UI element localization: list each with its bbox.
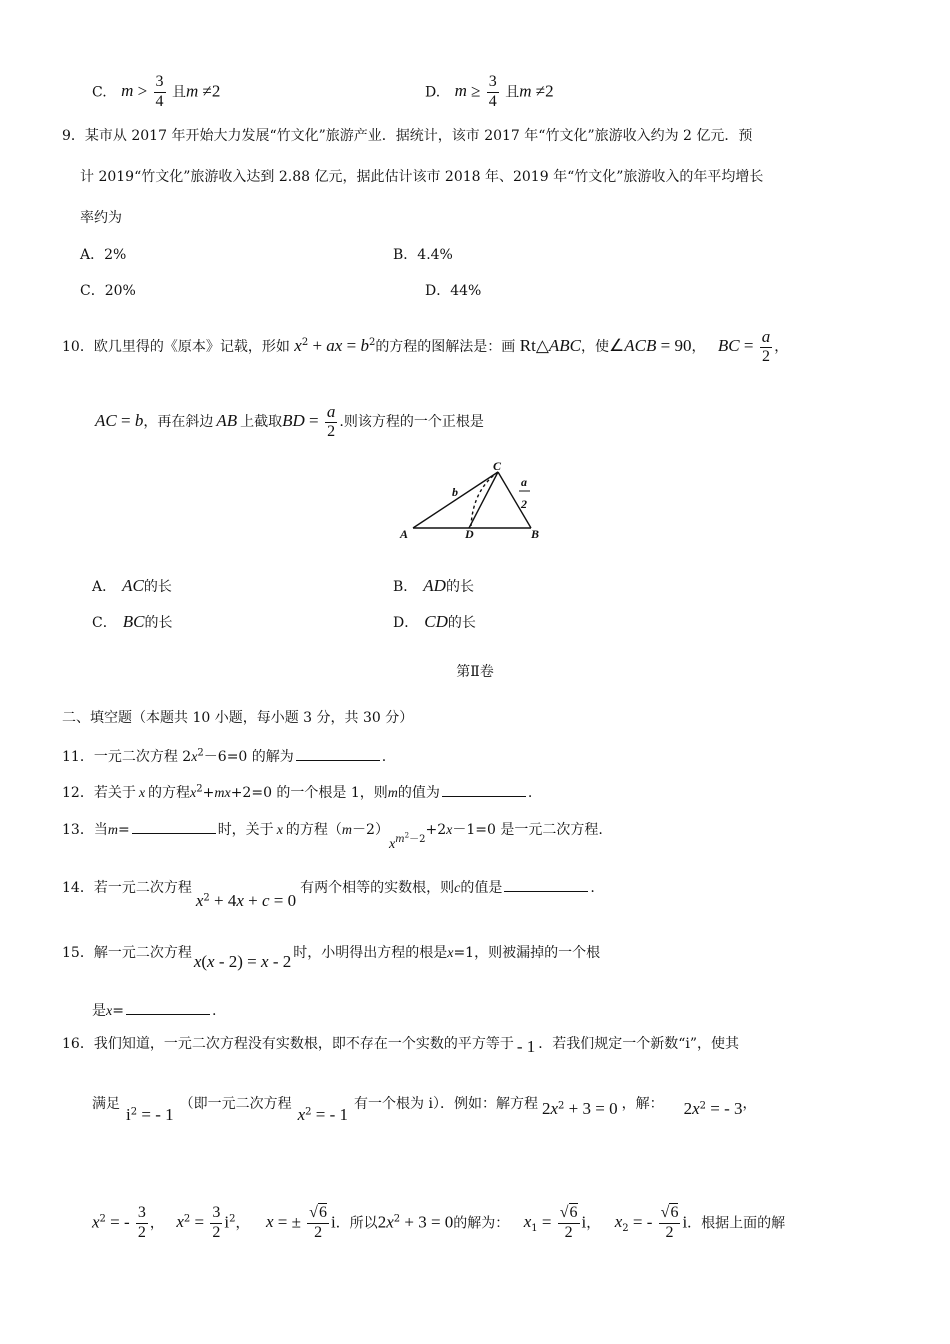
condition-text: 且: [505, 84, 520, 101]
answer-blank[interactable]: [442, 782, 526, 797]
q10-option-a: A． AC的长: [92, 576, 172, 595]
q10-option-b: B． AD的长: [393, 576, 474, 595]
q16-line3: $x^2$ = - $\frac{3}{2}$ ， $x^2$ = $\frac{3}{2}$ $i^2$， x = ± $\frac{√6}{2}$ i．所以$2x^2 + 3 = 0$的解为： $x_1$ = $\frac{√6}{2}$ i， $x_2$ = - $\frac{√6}{2}$ i．根据上面的解: [92, 1204, 786, 1241]
fraction: $\frac{3}{4}$: [488, 73, 497, 110]
question-text: 某市从 2017 年开始大力发展“竹文化”旅游产业．据统计，该市 2017 年“竹文化”旅游收入约为 2 亿元．预: [84, 128, 753, 144]
q10-option-c: C． BC的长: [92, 612, 173, 631]
q9-option-a: A．2%: [80, 247, 127, 263]
q9-line3: 率约为: [80, 210, 122, 226]
q9-option-c: C．20%: [80, 283, 136, 299]
question-number: 10．: [62, 338, 94, 355]
q10-option-d: D． CD的长: [393, 612, 476, 631]
vertex-a-label: A: [400, 527, 409, 541]
q10-line2: AC = b，再在斜边 AB 上截取BD = $\frac{a}{2}$ .则该方程的一个正根是: [95, 402, 484, 440]
q16-line1: 16．我们知道，一元二次方程没有实数根，即不存在一个实数的平方等于 - 1 ．若我们规定一个新数“i”，使其: [62, 1036, 740, 1056]
q8-option-d: D. m ≥ $\frac{3}{4}$ 且m ≠2: [425, 73, 554, 110]
q15-line1: 15．解一元二次方程 x(x - 2) = x - 2 时，小明得出方程的根是x=1，则被漏掉的一个根: [62, 945, 601, 971]
q16-line2: 满足$i^2$ = - 1（即一元二次方程$x^2$ = - 1有一个根为 i）．例如：解方程 $2x^2 + 3 = 0$ ，解： $2x^2$ = - 3，: [92, 1096, 757, 1124]
q11: 11．一元二次方程 $2x^2-6=0$ 的解为 .: [62, 747, 387, 765]
answer-blank[interactable]: [296, 746, 380, 761]
q9-option-b: B．4.4%: [393, 247, 453, 263]
option-label: C.: [92, 84, 107, 101]
fraction: $\frac{3}{4}$: [155, 73, 164, 110]
triangle-figure: [395, 460, 555, 545]
q14: 14．若一元二次方程$x^2 + 4x + c = 0$有两个相等的实数根，则c的值是 .: [62, 877, 595, 898]
condition-text: 且: [171, 84, 186, 101]
q9-line1: [62, 128, 752, 145]
option-label: D.: [425, 84, 441, 101]
q9-line2: 计 2019“竹文化”旅游收入达到 2.88 亿元，据此估计该市 2018 年、2019 年“竹文化”旅游收入的年平均增长: [80, 169, 764, 185]
side-a-label: a: [521, 475, 527, 489]
part-title: 第Ⅱ卷: [456, 664, 494, 680]
answer-blank[interactable]: [126, 1000, 210, 1015]
q8-option-c: C. m > $\frac{3}{4}$ 且m ≠2: [92, 73, 221, 110]
section-heading: 二、填空题（本题共 10 小题，每小题 3 分，共 30 分）: [62, 710, 414, 726]
q12: 12．若关于 x 的方程$x^2+mx+2=0$ 的一个根是 1，则m的值为 .: [62, 783, 533, 801]
question-number: 9．: [62, 128, 85, 144]
vertex-b-label: B: [531, 527, 540, 541]
side-2-label: 2: [521, 497, 527, 511]
q15-line2: 是x= .: [92, 1000, 216, 1021]
answer-blank[interactable]: [504, 877, 588, 892]
q13: 13．当m= 时，关于 x 的方程$(m-2)x^{m^2-2}+2x-1=0$ 是一元二次方程.: [62, 818, 603, 840]
point-d-label: D: [465, 527, 474, 541]
side-b-label: b: [452, 485, 458, 499]
vertex-c-label: C: [493, 460, 502, 473]
q9-option-d: D．44%: [425, 283, 482, 299]
q10-line1: 10．欧几里得的《原本》记载，形如 $x^2$ + ax = $b^2$的方程的图解法是：画 Rt△ABC，使∠ACB = 90， BC = $\frac{a}{2}$ ，: [62, 327, 789, 365]
answer-blank[interactable]: [132, 819, 216, 834]
